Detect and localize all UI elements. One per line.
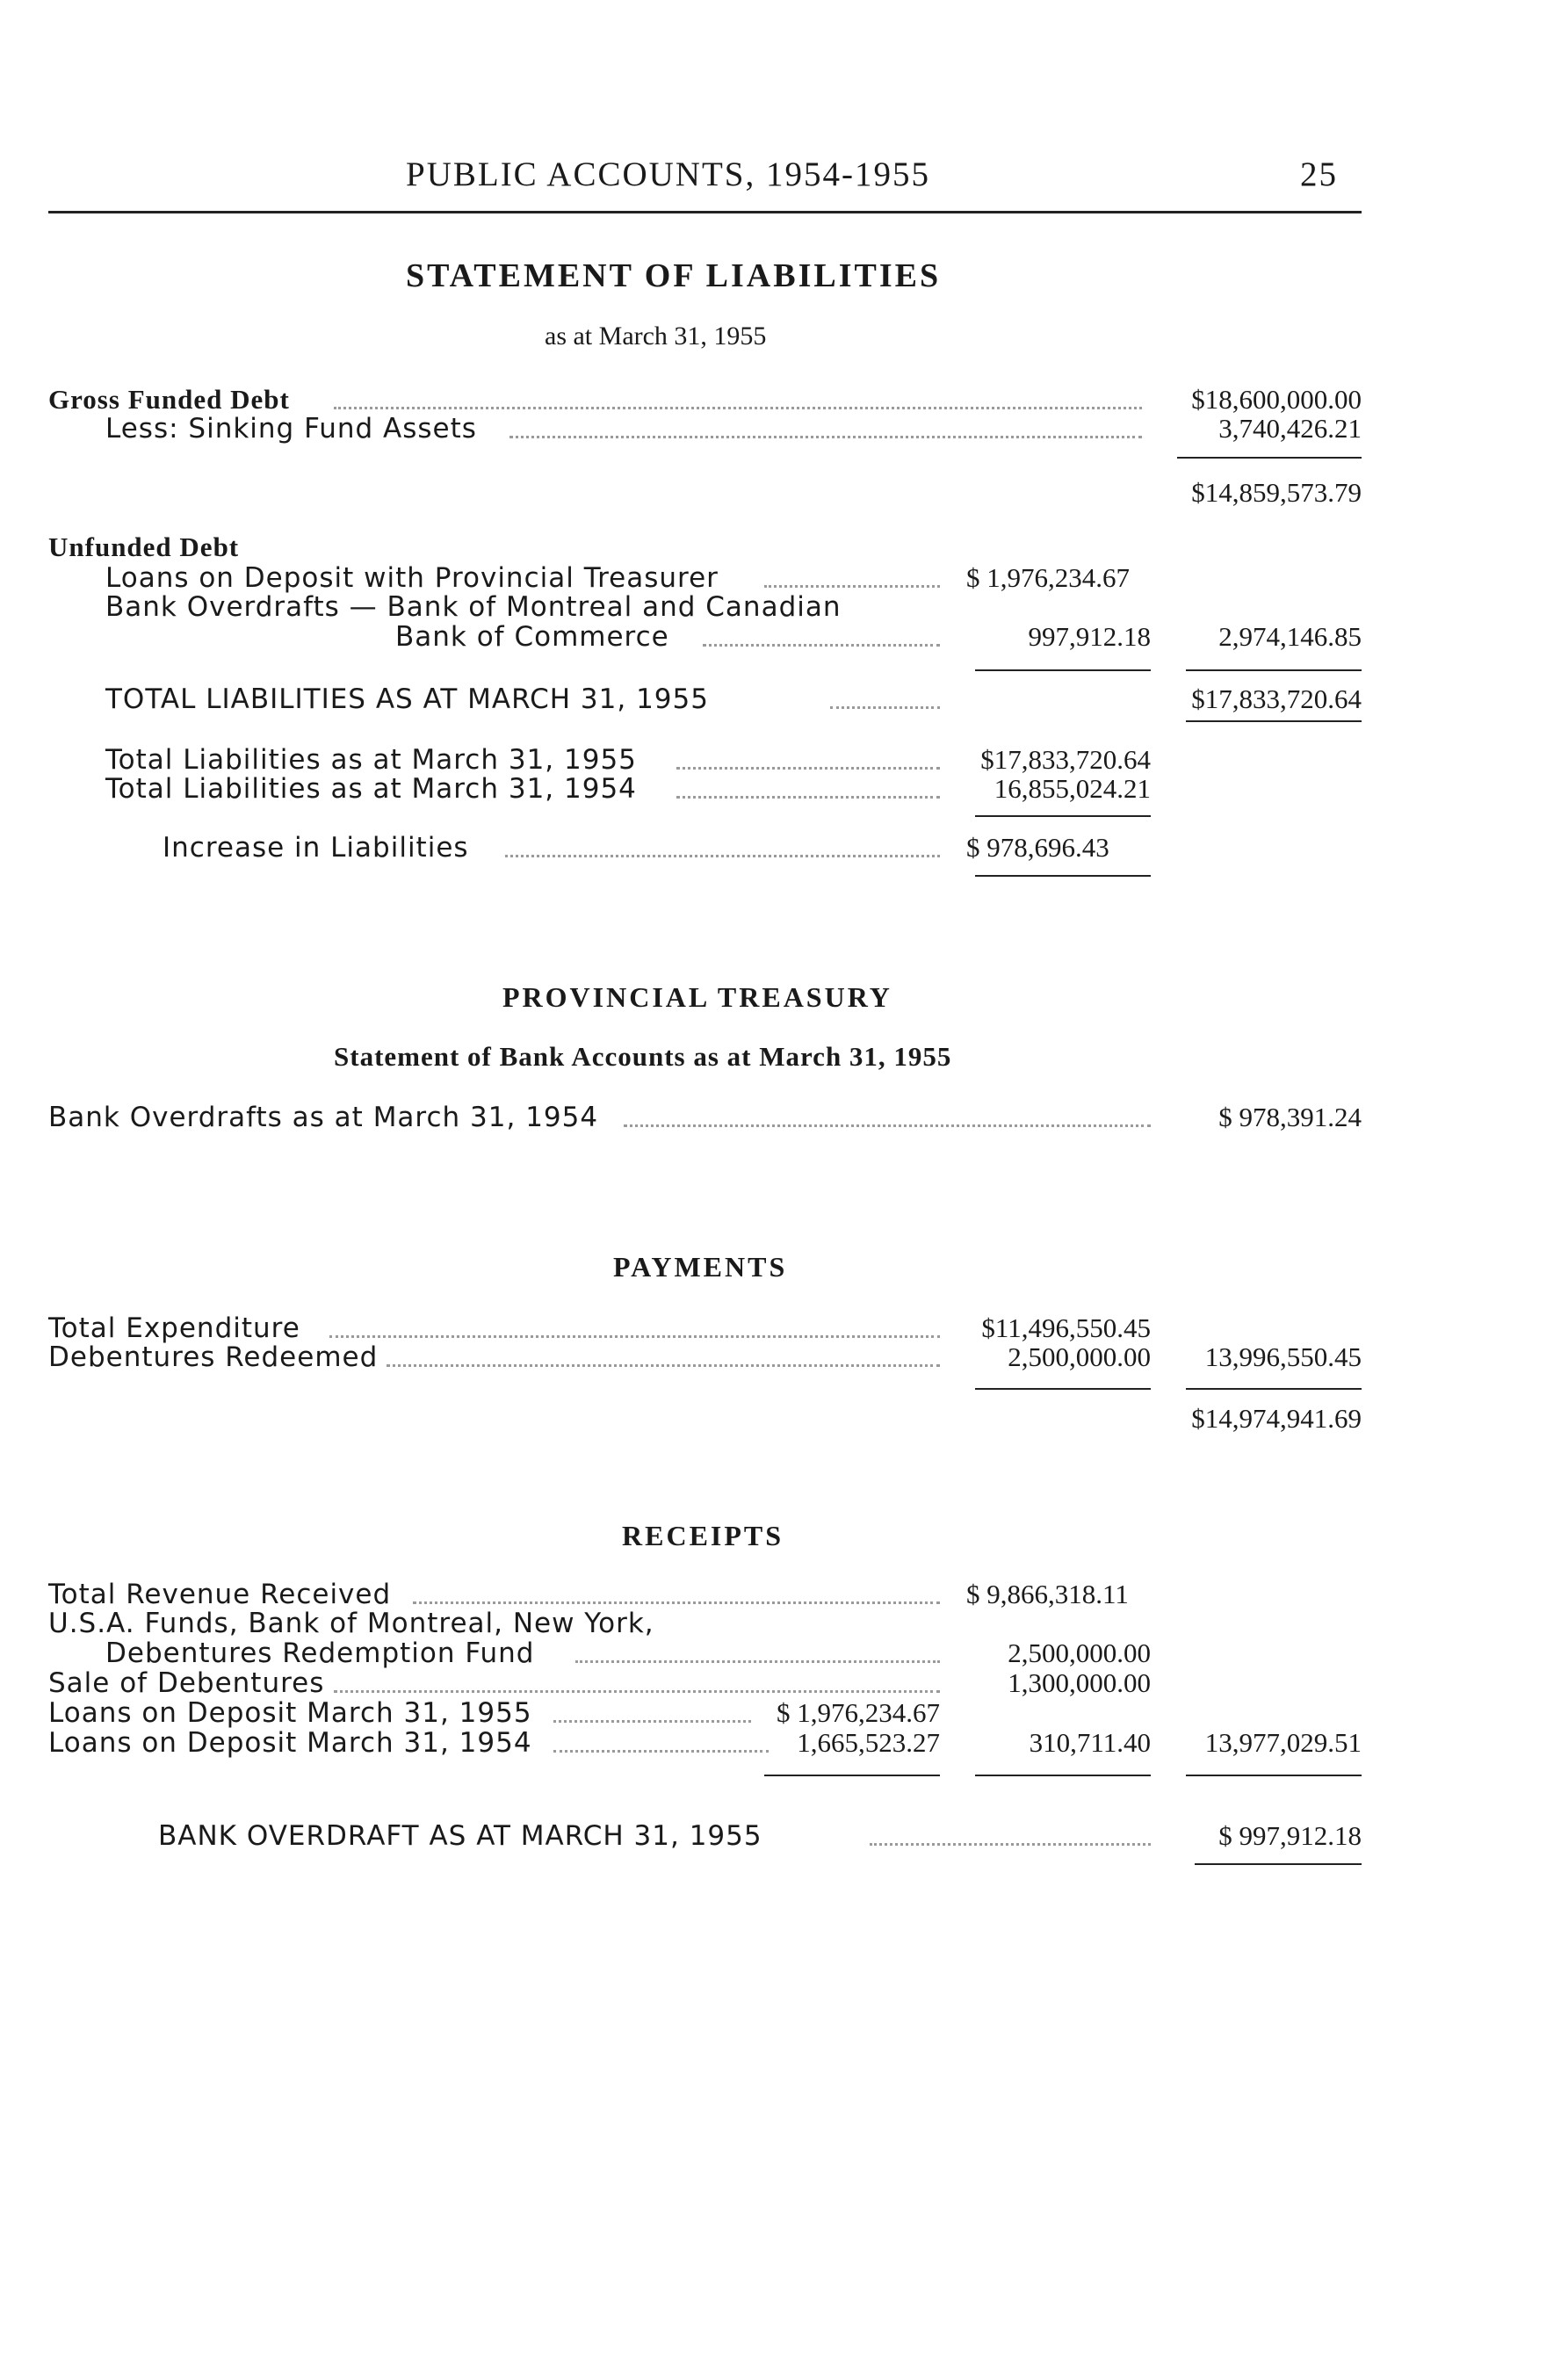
total-1955-value: $17,833,720.64 — [980, 744, 1151, 775]
total-liabilities-label: TOTAL LIABILITIES AS AT MARCH 31, 1955 — [105, 683, 709, 715]
payments-total-value: 13,996,550.45 — [1204, 1341, 1362, 1372]
usa-funds-label-2: Debentures Redemption Fund — [105, 1637, 535, 1669]
gross-funded-debt-label: Gross Funded Debt — [48, 384, 290, 415]
dot-leader — [509, 436, 1142, 438]
total-expenditure-value: $11,496,550.45 — [981, 1312, 1151, 1343]
total-revenue-label: Total Revenue Received — [48, 1579, 392, 1610]
dot-leader — [676, 767, 940, 770]
unfunded-debt-heading: Unfunded Debt — [48, 531, 240, 562]
dot-leader — [413, 1601, 940, 1604]
dot-leader — [334, 1690, 940, 1693]
treasury-subtitle: Statement of Bank Accounts as at March 31, 1955 — [334, 1041, 952, 1072]
loans-1954-value: 1,665,523.27 — [797, 1727, 940, 1758]
bank-overdrafts-label-2: Bank of Commerce — [395, 621, 669, 653]
bank-overdrafts-label: Bank Overdrafts — Bank of Montreal and Canadian — [105, 591, 842, 623]
page-header-title: PUBLIC ACCOUNTS, 1954-1955 — [406, 155, 930, 193]
increase-label: Increase in Liabilities — [163, 832, 469, 864]
usa-funds-label: U.S.A. Funds, Bank of Montreal, New York, — [48, 1608, 654, 1639]
debentures-redeemed-label: Debentures Redeemed — [48, 1341, 379, 1373]
receipts-title: RECEIPTS — [622, 1520, 784, 1551]
dot-leader — [334, 407, 1142, 409]
loans-deposit-value: $ 1,976,234.67 — [966, 562, 1130, 593]
sinking-fund-label: Less: Sinking Fund Assets — [105, 413, 477, 445]
header-rule — [48, 211, 1362, 213]
total-1954-value: 16,855,024.21 — [994, 773, 1151, 804]
sinking-fund-value: 3,740,426.21 — [1218, 413, 1362, 444]
loans-deposit-label: Loans on Deposit with Provincial Treasurer — [105, 562, 719, 594]
total-1954-label: Total Liabilities as at March 31, 1954 — [105, 773, 637, 805]
gross-funded-debt-value: $18,600,000.00 — [1191, 384, 1362, 415]
receipts-total-value: 13,977,029.51 — [1204, 1727, 1362, 1758]
loans-net-value: 310,711.40 — [1029, 1727, 1151, 1758]
sale-debentures-label: Sale of Debentures — [48, 1667, 325, 1699]
dot-leader — [703, 644, 940, 647]
unfunded-total-value: 2,974,146.85 — [1218, 621, 1362, 652]
total-revenue-value: $ 9,866,318.11 — [966, 1579, 1129, 1609]
increase-value: $ 978,696.43 — [966, 832, 1109, 863]
dot-leader — [764, 585, 940, 588]
usa-funds-value: 2,500,000.00 — [1008, 1637, 1151, 1668]
dot-leader — [505, 855, 940, 857]
payments-grand-total: $14,974,941.69 — [1191, 1403, 1362, 1434]
dot-leader — [870, 1843, 1151, 1846]
net-funded-debt-value: $14,859,573.79 — [1191, 477, 1362, 508]
subtotal-rule — [1186, 720, 1362, 722]
dot-leader — [676, 796, 940, 799]
loans-1955-value: $ 1,976,234.67 — [777, 1697, 940, 1728]
bank-overdraft-value: $ 997,912.18 — [1218, 1820, 1362, 1851]
subtotal-rule — [1186, 669, 1362, 671]
liabilities-subtitle: as at March 31, 1955 — [545, 322, 767, 351]
subtotal-rule — [975, 1388, 1151, 1390]
debentures-redeemed-value: 2,500,000.00 — [1008, 1341, 1151, 1372]
total-1955-label: Total Liabilities as at March 31, 1955 — [105, 744, 637, 776]
page-number: 25 — [1300, 155, 1338, 193]
liabilities-title: STATEMENT OF LIABILITIES — [406, 257, 942, 294]
dot-leader — [329, 1335, 940, 1338]
subtotal-rule — [975, 815, 1151, 817]
bank-overdraft-label: BANK OVERDRAFT AS AT MARCH 31, 1955 — [158, 1820, 762, 1852]
loans-1955-label: Loans on Deposit March 31, 1955 — [48, 1697, 532, 1729]
subtotal-rule — [975, 669, 1151, 671]
subtotal-rule — [764, 1775, 940, 1776]
double-rule — [1195, 1863, 1362, 1865]
total-liabilities-value: $17,833,720.64 — [1191, 683, 1362, 714]
total-expenditure-label: Total Expenditure — [48, 1312, 300, 1344]
overdrafts-1954-value: $ 978,391.24 — [1218, 1102, 1362, 1132]
overdrafts-1954-label: Bank Overdrafts as at March 31, 1954 — [48, 1102, 599, 1133]
dot-leader — [830, 706, 940, 709]
subtotal-rule — [975, 1775, 1151, 1776]
sale-debentures-value: 1,300,000.00 — [1008, 1667, 1151, 1698]
bank-overdrafts-value: 997,912.18 — [1028, 621, 1151, 652]
payments-title: PAYMENTS — [613, 1251, 788, 1283]
loans-1954-label: Loans on Deposit March 31, 1954 — [48, 1727, 532, 1759]
dot-leader — [575, 1660, 940, 1663]
dot-leader — [624, 1124, 1151, 1127]
subtotal-rule — [1177, 457, 1362, 459]
subtotal-rule — [1186, 1388, 1362, 1390]
dot-leader — [387, 1364, 940, 1367]
subtotal-rule — [1186, 1775, 1362, 1776]
treasury-title: PROVINCIAL TREASURY — [502, 981, 892, 1013]
double-rule — [975, 875, 1151, 877]
